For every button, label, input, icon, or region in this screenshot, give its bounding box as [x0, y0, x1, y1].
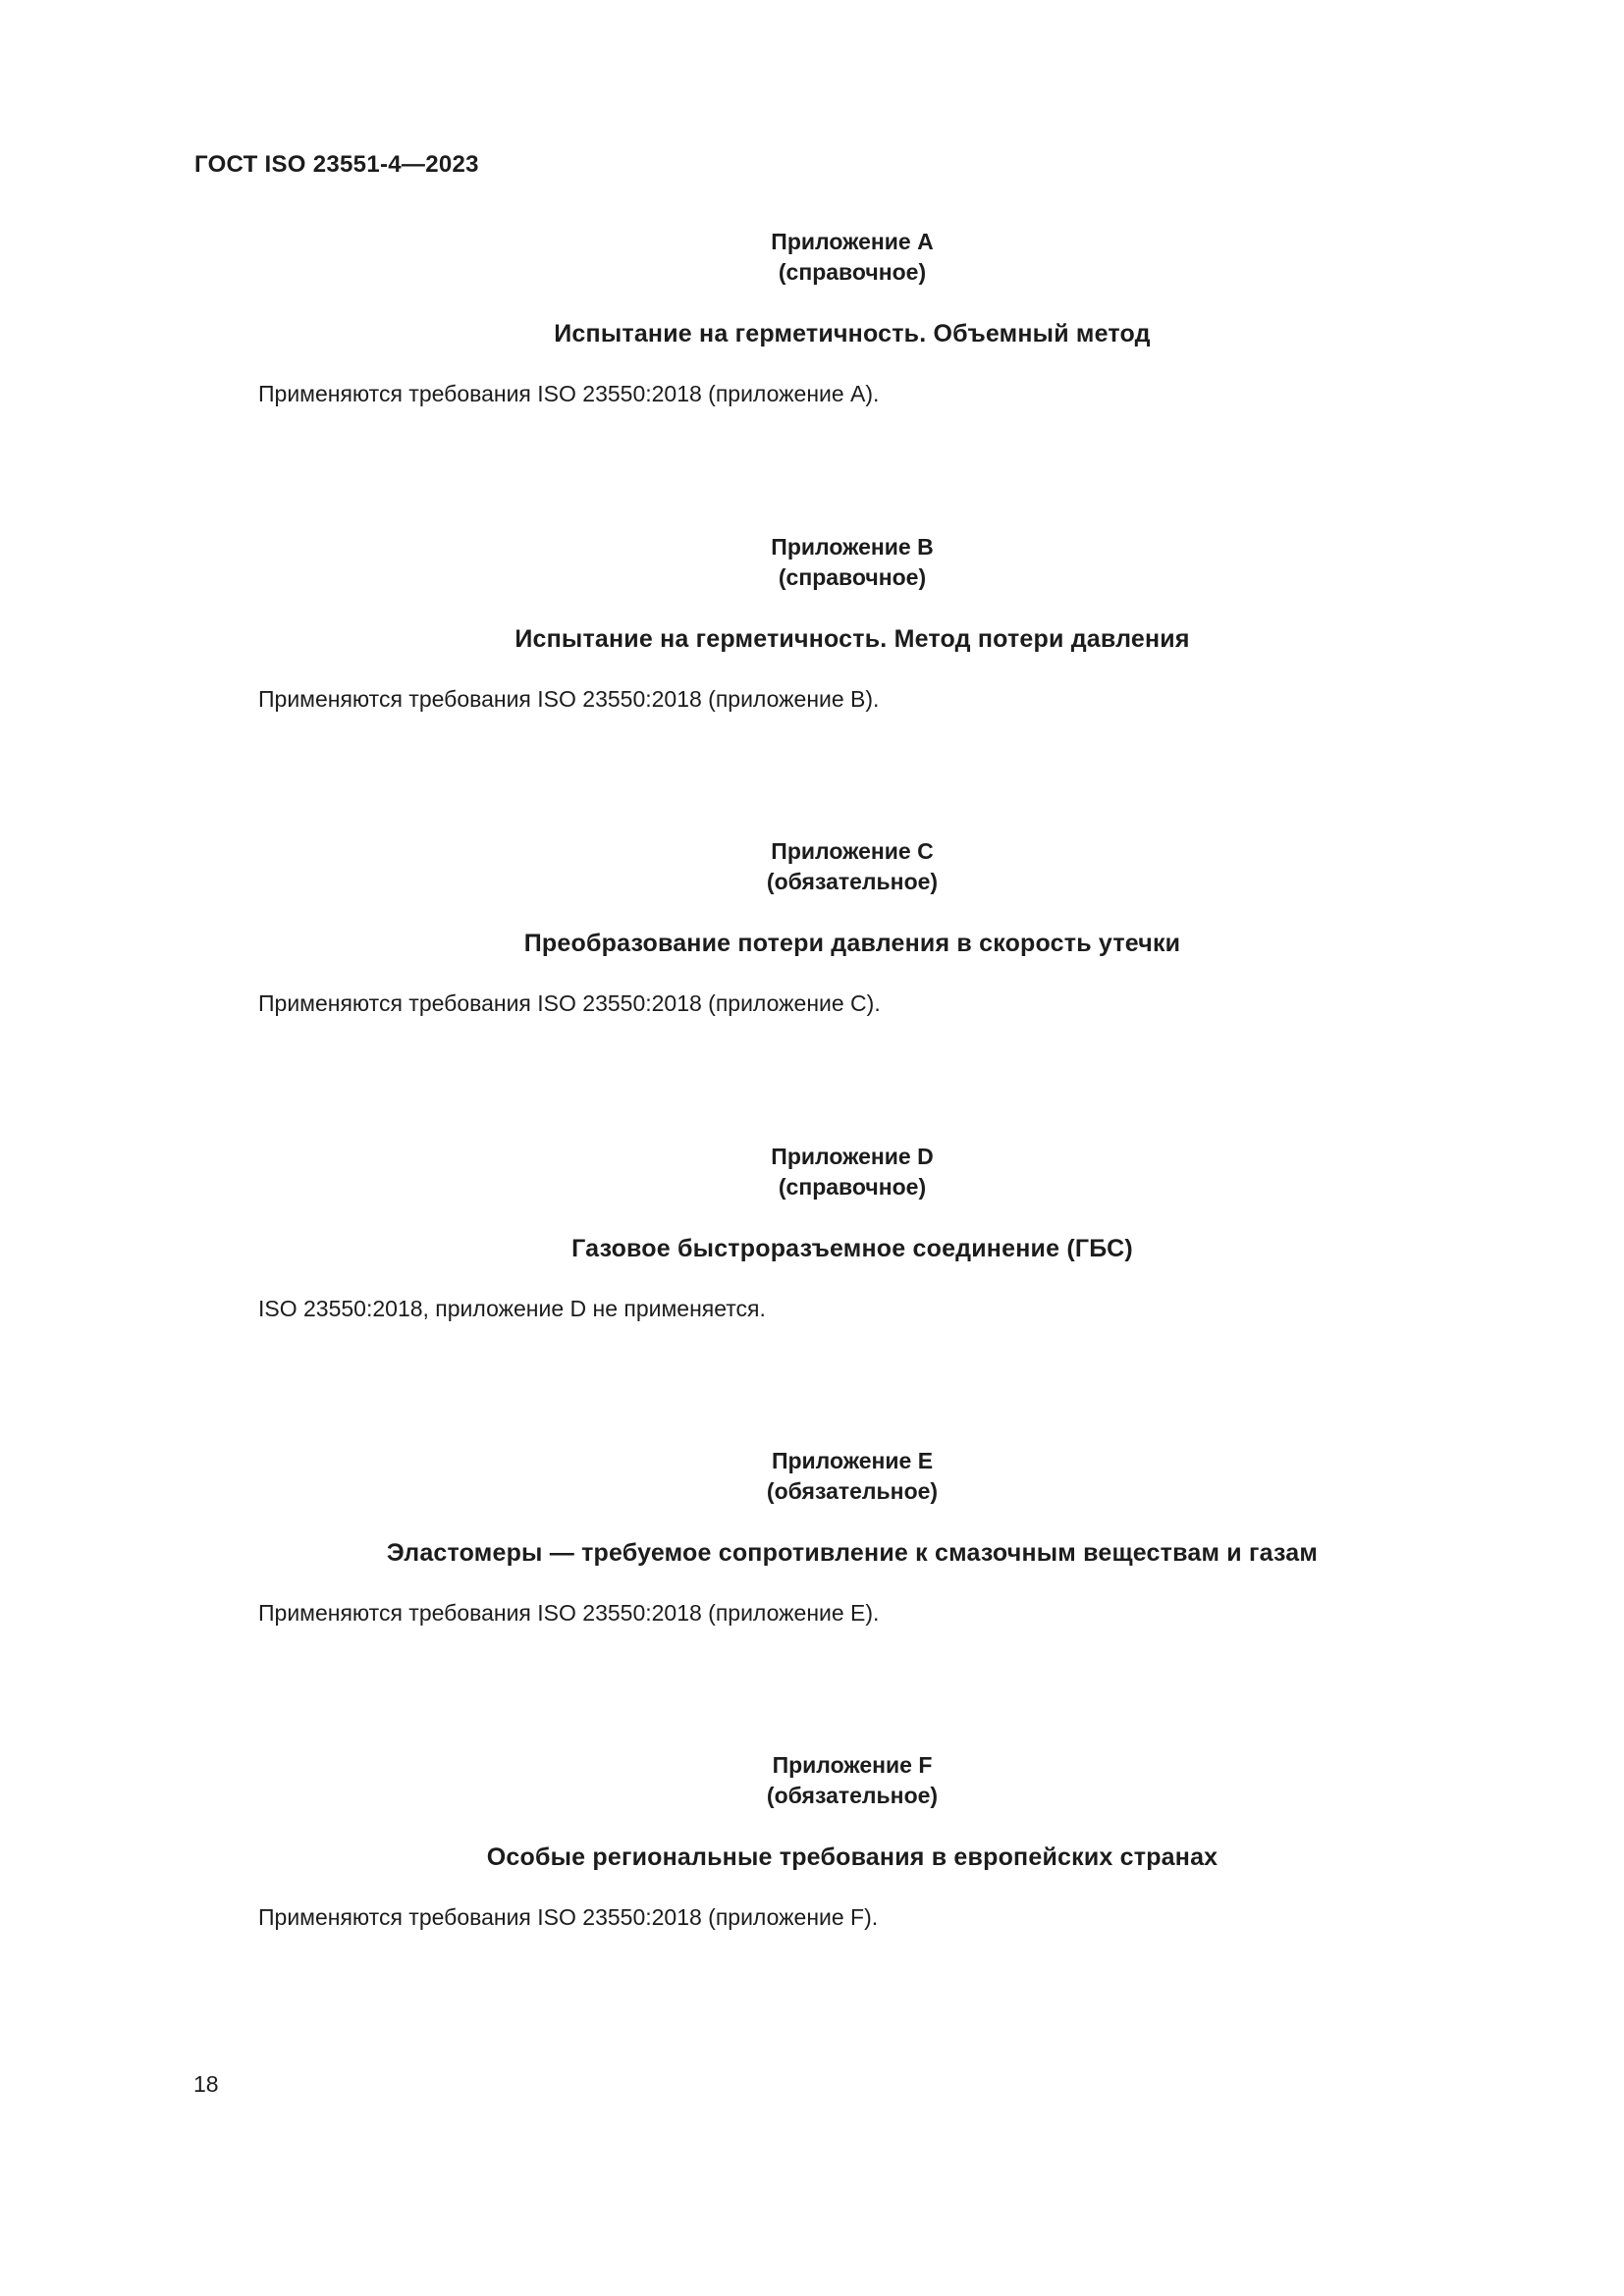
annex-label: Приложение F	[772, 1752, 933, 1778]
annex-paragraph: Применяются требования ISO 23550:2018 (приложение Е).	[258, 1600, 880, 1626]
annex-label: Приложение В	[771, 534, 934, 560]
annex-heading	[194, 1142, 1510, 1202]
annex-type: (справочное)	[778, 259, 927, 285]
annex-paragraph: ISO 23550:2018, приложение D не применяется.	[258, 1296, 766, 1321]
annex-type: (справочное)	[778, 564, 927, 590]
annex-section-e	[194, 1446, 1510, 1629]
annex-section-b	[194, 532, 1510, 715]
annex-paragraph: Применяются требования ISO 23550:2018 (приложение В).	[258, 686, 880, 712]
annex-title: Испытание на герметичность. Метод потери давления	[514, 625, 1190, 653]
annex-heading	[194, 532, 1510, 593]
annex-type: (обязательное)	[766, 1783, 939, 1808]
annex-label: Приложение С	[771, 838, 934, 864]
annex-label: Приложение Е	[771, 1448, 934, 1473]
annex-title: Испытание на герметичность. Объемный метод	[554, 320, 1151, 347]
annex-paragraph: Применяются требования ISO 23550:2018 (приложение С).	[258, 990, 881, 1016]
annex-heading	[194, 836, 1510, 897]
annex-type: (справочное)	[778, 1174, 927, 1200]
annex-section-a	[194, 227, 1510, 409]
annex-section-f	[194, 1750, 1510, 1933]
annex-heading	[194, 227, 1510, 288]
annex-title: Особые региональные требования в европейских странах	[486, 1843, 1218, 1871]
annex-title: Эластомеры — требуемое сопротивление к смазочным веществам и газам	[386, 1539, 1319, 1567]
annex-paragraph: Применяются требования ISO 23550:2018 (приложение F).	[258, 1904, 879, 1930]
annex-heading	[194, 1750, 1510, 1811]
annex-label: Приложение D	[771, 1144, 934, 1169]
page-number: 18	[193, 2071, 219, 2097]
annex-type: (обязательное)	[766, 869, 939, 894]
annex-section-d	[194, 1142, 1510, 1324]
annex-section-c	[194, 836, 1510, 1019]
document-header: ГОСТ ISO 23551-4—2023	[194, 151, 479, 178]
annex-type: (обязательное)	[766, 1478, 939, 1504]
annex-title: Газовое быстроразъемное соединение (ГБС)	[571, 1235, 1133, 1262]
annex-label: Приложение А	[771, 229, 934, 254]
annex-paragraph: Применяются требования ISO 23550:2018 (приложение А).	[258, 381, 880, 406]
annex-title: Преобразование потери давления в скорость утечки	[523, 930, 1181, 957]
annex-heading	[194, 1446, 1510, 1507]
